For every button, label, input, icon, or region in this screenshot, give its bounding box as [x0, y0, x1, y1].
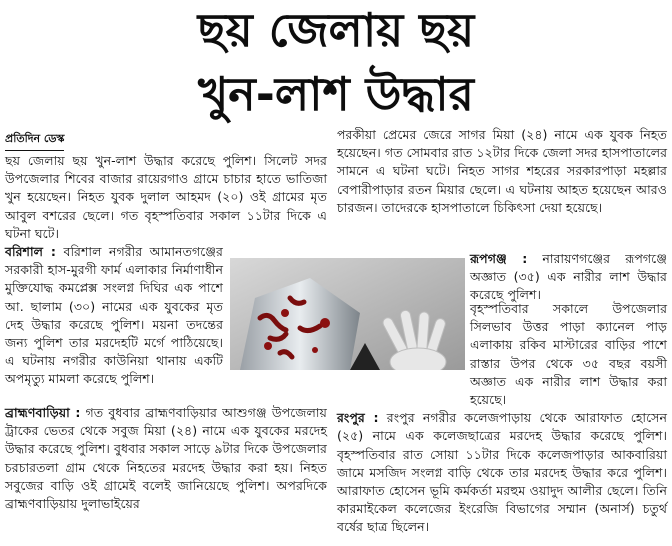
sagar-paragraph: পরকীয়া প্রেমের জেরে সাগর মিয়া (২৪) নামে এক যুবক নিহত হয়েছেন। গত সোমবার রাত ১২টার দিকে জেলা সদর হাসপাতালের সামনে এ ঘটনা ঘটে। নিহত সাগর শহরের সরকারপাড়া মহল্লার বেপারীপাড়ার রতন মিয়ার ছেলে। এ ঘটনায় আহত হয়েছেন আরও চারজন। তাদেরকে হাসপাতালে চিকিৎসা দেয়া হয়েছে।: [337, 127, 667, 215]
headline-line-2: খুন-লাশ উদ্ধার: [198, 67, 474, 121]
brahmanbaria-text: গত বুধবার ব্রাহ্মণবাড়িয়ার আশুগঞ্জ উপজেলায় ট্রাকের ভেতর থেকে সবুজ মিয়া (২৪) নামে এক যুবকের মরদেহ উদ্ধার করেছে পুলিশ। বুধবার সকাল সাড়ে ৯টার দিকে উপজেলার চরচারতলা গ্রাম থেকে নিহতের মরদেহ উদ্ধার করা হয়। নিহত সবুজের বাড়ি ওই গ্রামেই বলেই জানিয়েছে পুলিশ। অপরদিকে ব্রাহ্মণবাড়িয়ায় দুলাভাইয়ের: [5, 405, 327, 512]
rupganj-label: রূপগঞ্জ :: [470, 251, 528, 266]
right-column-top: [337, 126, 667, 217]
right-column-middle: [470, 250, 667, 305]
rupganj-detail-paragraph: বৃহস্পতিবার সকালে উপজেলার সিলভাব উত্তর পাড়া ক্যানেল পাড় এলাকায় রকিব মাস্টারের বাড়ির পাশে রাস্তার উপর থেকে ৩৫ বছর বয়সী অজ্ঞাত এক নারীর লাশ উদ্ধার করা হয়েছে।: [470, 301, 667, 408]
barishal-label: বরিশাল :: [5, 244, 56, 260]
brahmanbaria-label: ব্রাহ্মণবাড়িয়া :: [5, 405, 81, 420]
rangpur-label: রংপুর :: [337, 410, 379, 426]
intro-paragraph: ছয় জেলায় ছয় খুন-লাশ উদ্ধার করেছে পুলিশ। সিলেট সদর উপজেলার শিবের বাজার রায়েরগাও গ্রামে চাচার হাতে ভাতিজা খুন হয়েছেন। নিহত যুবক দুলাল আহমদ (২০) ওই গ্রামের মৃত আবুল বশরের ছেলে। গত বৃহস্পতিবার সকাল ১১টার দিকে এ ঘটনা ঘটে।: [5, 153, 327, 241]
rupganj-text: নারায়ণগঞ্জের রূপগঞ্জে অজ্ঞাত (৩৫) এক নারীর লাশ উদ্ধার করেছে পুলিশ।: [470, 251, 667, 303]
brahmanbaria-paragraph: [5, 404, 327, 513]
crime-photo: [230, 258, 465, 370]
barishal-paragraph: [5, 243, 223, 389]
rangpur-text: রংপুর নগরীর কলেজপাড়ায় থেকে আরাফাত হোসেন (২৫) নামে এক কলেজছাত্রের মরদেহ উদ্ধার করেছে পুলিশ। বৃহস্পতিবার রাত সোয়া ১১টার দিকে কলেজপাড়ার আকবারিয়া জামে মসজিদ সংলগ্ন বাড়ি থেকে তার মরদেহ উদ্ধার করে পুলিশ। আরাফাত হোসেন ভূমি কর্মকর্তা মরহুম ওয়াদুদ আলীর ছেলে। তিনি কারমাইকেল কলেজের ইংরেজি বিভাগের সম্মান (অনার্স) চতুর্থ বর্ষের ছাত্র ছিলেন।: [337, 410, 667, 535]
rupganj-paragraph: [470, 250, 667, 305]
left-column-bottom: [5, 404, 327, 513]
rangpur-paragraph: [337, 409, 667, 536]
headline-line-1: ছয় জেলায় ছয়: [197, 3, 475, 57]
bloody-knife-icon: [230, 258, 465, 370]
barishal-text: বরিশাল নগরীর আমানতগঞ্জের সরকারী হাস-মুরগী ফার্ম এলাকার নির্মাণাধীন মুক্তিযোদ্ধ কমপ্লেক্স সংলগ্ন দিঘির এক পাশে আ. ছালাম (৩০) নামের এক যুবকের মৃত দেহ উদ্ধার করেছে পুলিশ। ময়না তদন্তের জন্য পুলিশ তার মরদেহটি মর্গে পাঠিয়েছে। এ ঘটনায় নগরীর কাউনিয়া থানায় একটি অপমৃত্যু মামলা করেছে পুলিশ।: [5, 244, 223, 387]
byline: প্রতিদিন ডেস্ক: [5, 130, 64, 151]
